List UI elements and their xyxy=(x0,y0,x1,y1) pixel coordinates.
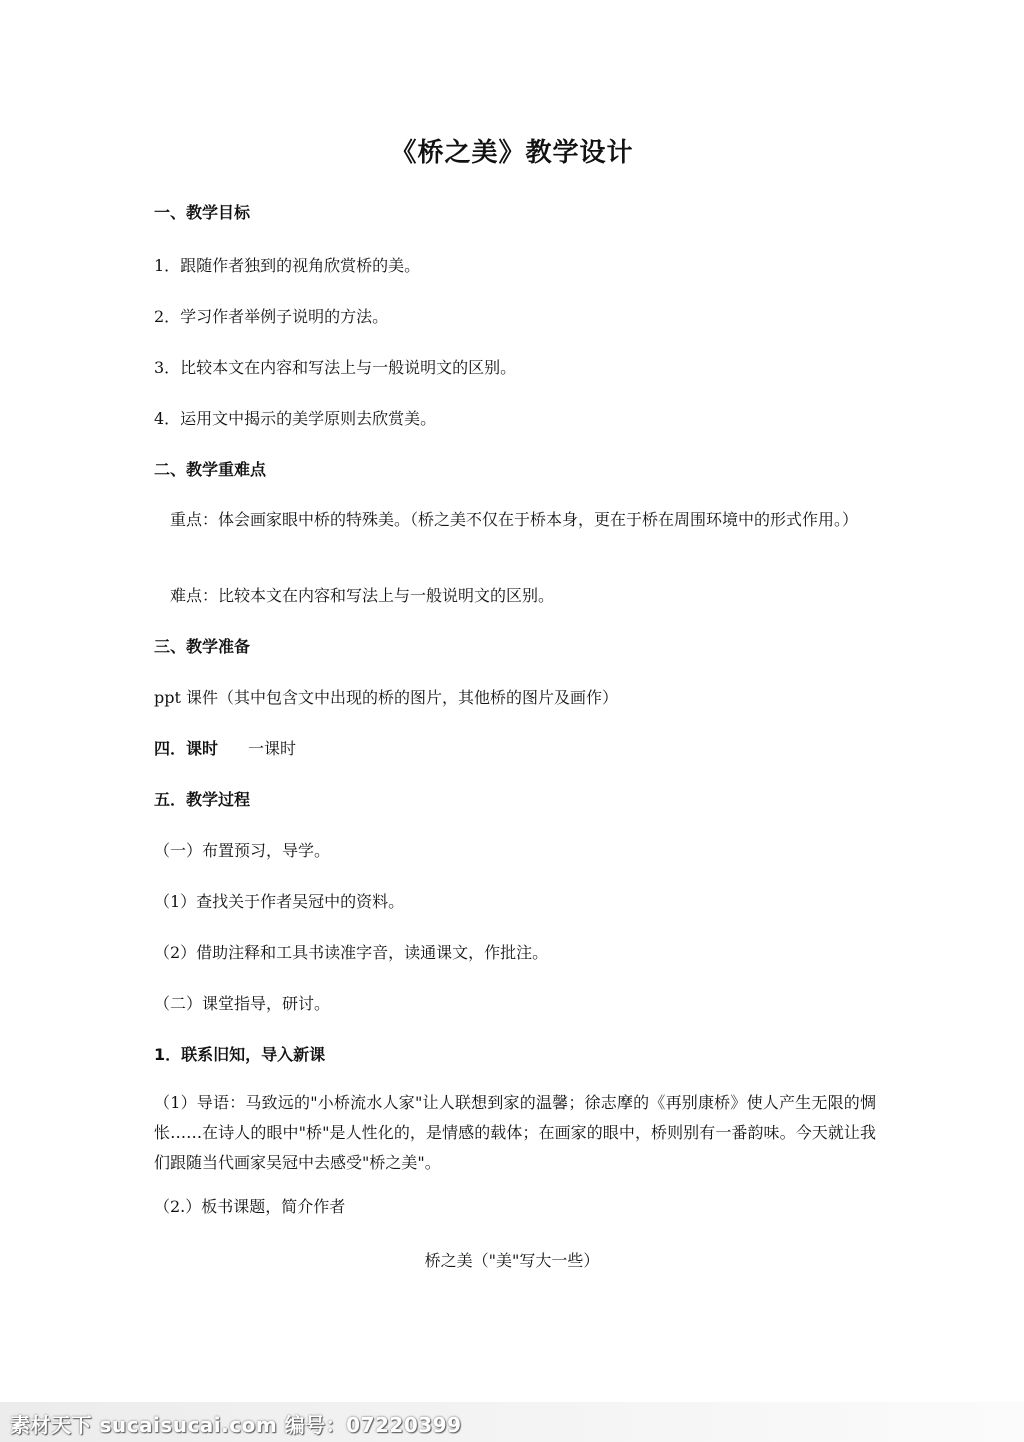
objective-item: 4．运用文中揭示的美学原则去欣赏美。 xyxy=(154,409,437,428)
preparation-text: ppt 课件（其中包含文中出现的桥的图片，其他桥的图片及画作） xyxy=(154,688,619,707)
lesson-hours-value: 一课时 xyxy=(248,739,297,758)
watermark-band xyxy=(0,1402,1024,1442)
process-item: （2）借助注释和工具书读准字音，读通课文，作批注。 xyxy=(154,943,549,962)
step2-text: （2.）板书课题，简介作者 xyxy=(154,1197,346,1216)
process-item: （二）课堂指导，研讨。 xyxy=(154,994,331,1013)
step1-heading: 1．联系旧知，导入新课 xyxy=(154,1045,326,1064)
process-item: （一）布置预习，导学。 xyxy=(154,841,331,860)
watermark-text: 素材天下 sucaisucai.com 编号：07220399 xyxy=(10,1413,462,1437)
page-title: 《桥之美》教学设计 xyxy=(390,138,634,168)
section-heading-preparation: 三、教学准备 xyxy=(154,637,251,656)
process-item: （1）查找关于作者吴冠中的资料。 xyxy=(154,892,405,911)
objective-item: 2．学习作者举例子说明的方法。 xyxy=(154,307,389,326)
objective-item: 3．比较本文在内容和写法上与一般说明文的区别。 xyxy=(154,358,517,377)
objective-item: 1．跟随作者独到的视角欣赏桥的美。 xyxy=(154,256,421,275)
lesson-hours-row xyxy=(154,736,296,762)
section-heading-key-points: 二、教学重难点 xyxy=(154,460,267,479)
key-point-paragraph: 重点：体会画家眼中桥的特殊美。（桥之美不仅在于桥本身，更在于桥在周围环境中的形式作用。） xyxy=(170,510,859,529)
board-text: 桥之美（"美"写大一些） xyxy=(424,1251,600,1270)
section-heading-hours: 四．课时 xyxy=(154,739,219,758)
section-heading-process: 五．教学过程 xyxy=(154,790,251,809)
difficulty-paragraph: 难点：比较本文在内容和写法上与一般说明文的区别。 xyxy=(170,586,555,605)
section-heading-objectives: 一、教学目标 xyxy=(154,203,251,222)
step1-paragraph: （1）导语：马致远的"小桥流水人家"让人联想到家的温馨；徐志摩的《再别康桥》使人产生无限的惆怅……在诗人的眼中"桥"是人性化的，是情感的载体；在画家的眼中，桥则别有一番韵味。今天就让我们跟随当代画家吴冠中去感受"桥之美"。 xyxy=(154,1093,876,1172)
